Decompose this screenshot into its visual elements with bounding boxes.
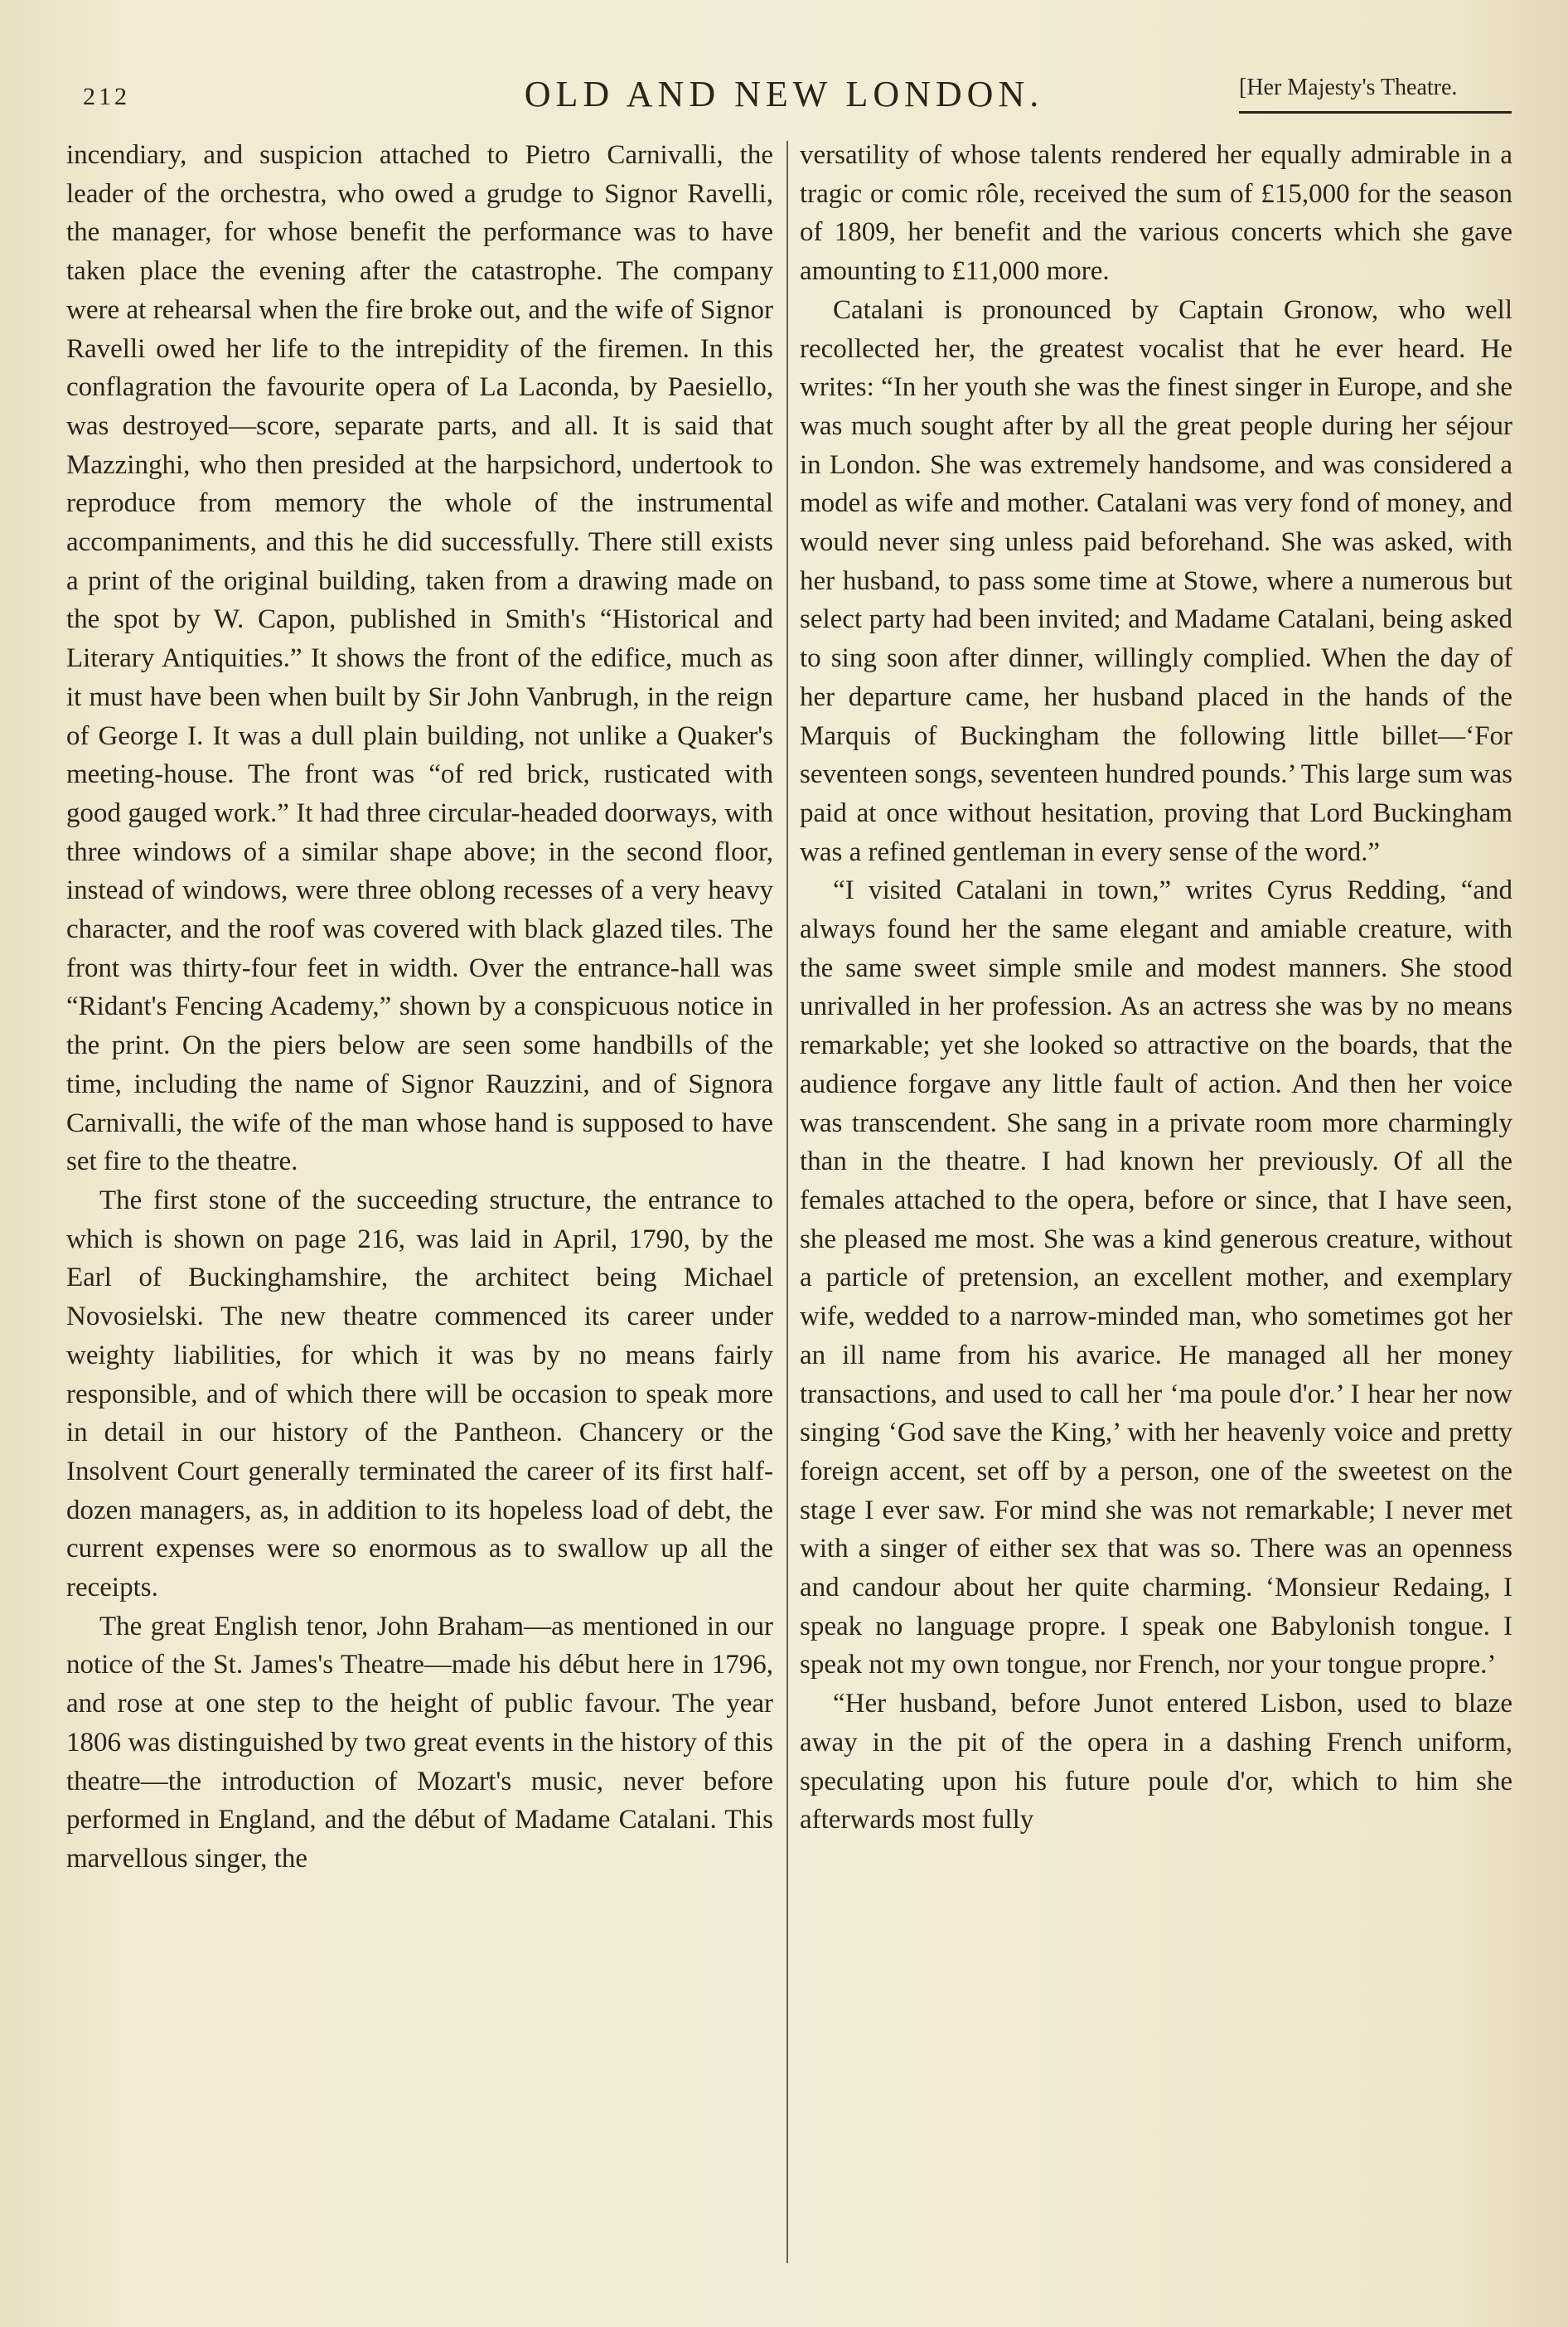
paragraph: The first stone of the succeeding structure, the entrance to which is shown on page 216, was laid in April, 1790, by the Earl of Buckinghamshire, the architect being Michael Novosielski. The new theatre commenced its career under weighty liabilities, for which it was by no means fairly responsible, and of which there will be occasion to speak more in detail in our history of the Pantheon. Chancery or the Insolvent Court generally terminated the career of its first half-dozen managers, as, in addition to its hopeless load of debt, the current expenses were so enormous as to swallow up all the receipts.: [66, 1185, 773, 1603]
header-rule: [1239, 111, 1512, 114]
paragraph: The great English tenor, John Braham—as mentioned in our notice of the St. James's Theatre—made his début here in 1796, and rose at one step to the height of public favour. The year 1806 was distinguished by two great events in the history of this theatre—the introduction of Mozart's music, never before performed in England, and the début of Madame Catalani. This marvellous singer, the: [66, 1611, 773, 1874]
section-title: [Her Majesty's Theatre.: [1239, 75, 1458, 100]
paragraph: versatility of whose talents rendered her equally admirable in a tragic or comic rôle, received the sum of £15,000 for the season of 1809, her benefit and the various concerts which she gave amounting to £11,000 more.: [800, 140, 1512, 287]
running-header: [0, 58, 1568, 116]
paragraph: incendiary, and suspicion attached to Pietro Carnivalli, the leader of the orchestra, who owed a grudge to Signor Ravelli, the manager, for whose benefit the performance was to have taken place the evening after the catastrophe. The company were at rehearsal when the fire broke out, and the wife of Signor Ravelli owed her life to the intrepidity of the firemen. In this conflagration the favourite opera of La Laconda, by Paesiello, was destroyed—score, separate parts, and all. It is said that Mazzinghi, who then presided at the harpsichord, undertook to reproduce from memory the whole of the instrumental accompaniments, and this he did successfully. There still exists a print of the original building, taken from a drawing made on the spot by W. Capon, published in Smith's “Historical and Literary Antiquities.” It shows the front of the edifice, much as it must have been when built by Sir John Vanbrugh, in the reign of George I. It was a dull plain building, not unlike a Quaker's meeting-house. The front was “of red brick, rusticated with good gauged work.” It had three circular-headed doorways, with three windows of a similar shape above; in the second floor, instead of windows, were three oblong recesses of a very heavy character, and the roof was covered with black glazed tiles. The front was thirty-four feet in width. Over the entrance-hall was “Ridant's Fencing Academy,” shown by a conspicuous notice in the print. On the piers below are seen some handbills of the time, including the name of Signor Rauzzini, and of Signora Carnivalli, the wife of the man whose hand is supposed to have set fire to the theatre.: [66, 140, 773, 1177]
column-divider: [786, 141, 788, 2263]
paragraph: “Her husband, before Junot entered Lisbon, used to blaze away in the pit of the opera in a dashing French uniform, speculating upon his future poule d'or, which to him she afterwards most fully: [800, 1689, 1512, 1835]
right-column: [800, 136, 1512, 1840]
page-number: 212: [83, 83, 130, 110]
running-title: OLD AND NEW LONDON.: [524, 74, 1044, 114]
left-column: [66, 136, 773, 1879]
paragraph: Catalani is pronounced by Captain Gronow, who well recollected her, the greatest vocalist that he ever heard. He writes: “In her youth she was the finest singer in Europe, and she was much sought after by all the great people during her séjour in London. She was extremely handsome, and was considered a model as wife and mother. Catalani was very fond of money, and would never sing unless paid beforehand. She was asked, with her husband, to pass some time at Stowe, where a numerous but select party had been invited; and Madame Catalani, being asked to sing soon after dinner, willingly complied. When the day of her departure came, her husband placed in the hands of the Marquis of Buckingham the following little billet—‘For seventeen songs, seventeen hundred pounds.’ This large sum was paid at once without hesitation, proving that Lord Buckingham was a refined gentleman in every sense of the word.”: [800, 294, 1512, 867]
paragraph: “I visited Catalani in town,” writes Cyrus Redding, “and always found her the same elegant and amiable creature, with the same sweet simple smile and modest manners. She stood unrivalled in her profession. As an actress she was by no means remarkable; yet she looked so attractive on the boards, that the audience forgave any little fault of action. And then her voice was transcendent. She sang in a private room more charmingly than in the theatre. I had known her previously. Of all the females attached to the opera, before or since, that I have seen, she pleased me most. She was a kind generous creature, without a particle of pretension, an excellent mother, and exemplary wife, wedded to a narrow-minded man, who sometimes got her an ill name from his avarice. He managed all her money transactions, and used to call her ‘ma poule d'or.’ I hear her now singing ‘God save the King,’ with her heavenly voice and pretty foreign accent, set off by a person, one of the sweetest on the stage I ever saw. For mind she was not remarkable; I never met with a singer of either sex that was so. There was an openness and candour about her quite charming. ‘Monsieur Redaing, I speak no language propre. I speak one Babylonish tongue. I speak not my own tongue, nor French, nor your tongue propre.’: [800, 875, 1512, 1680]
